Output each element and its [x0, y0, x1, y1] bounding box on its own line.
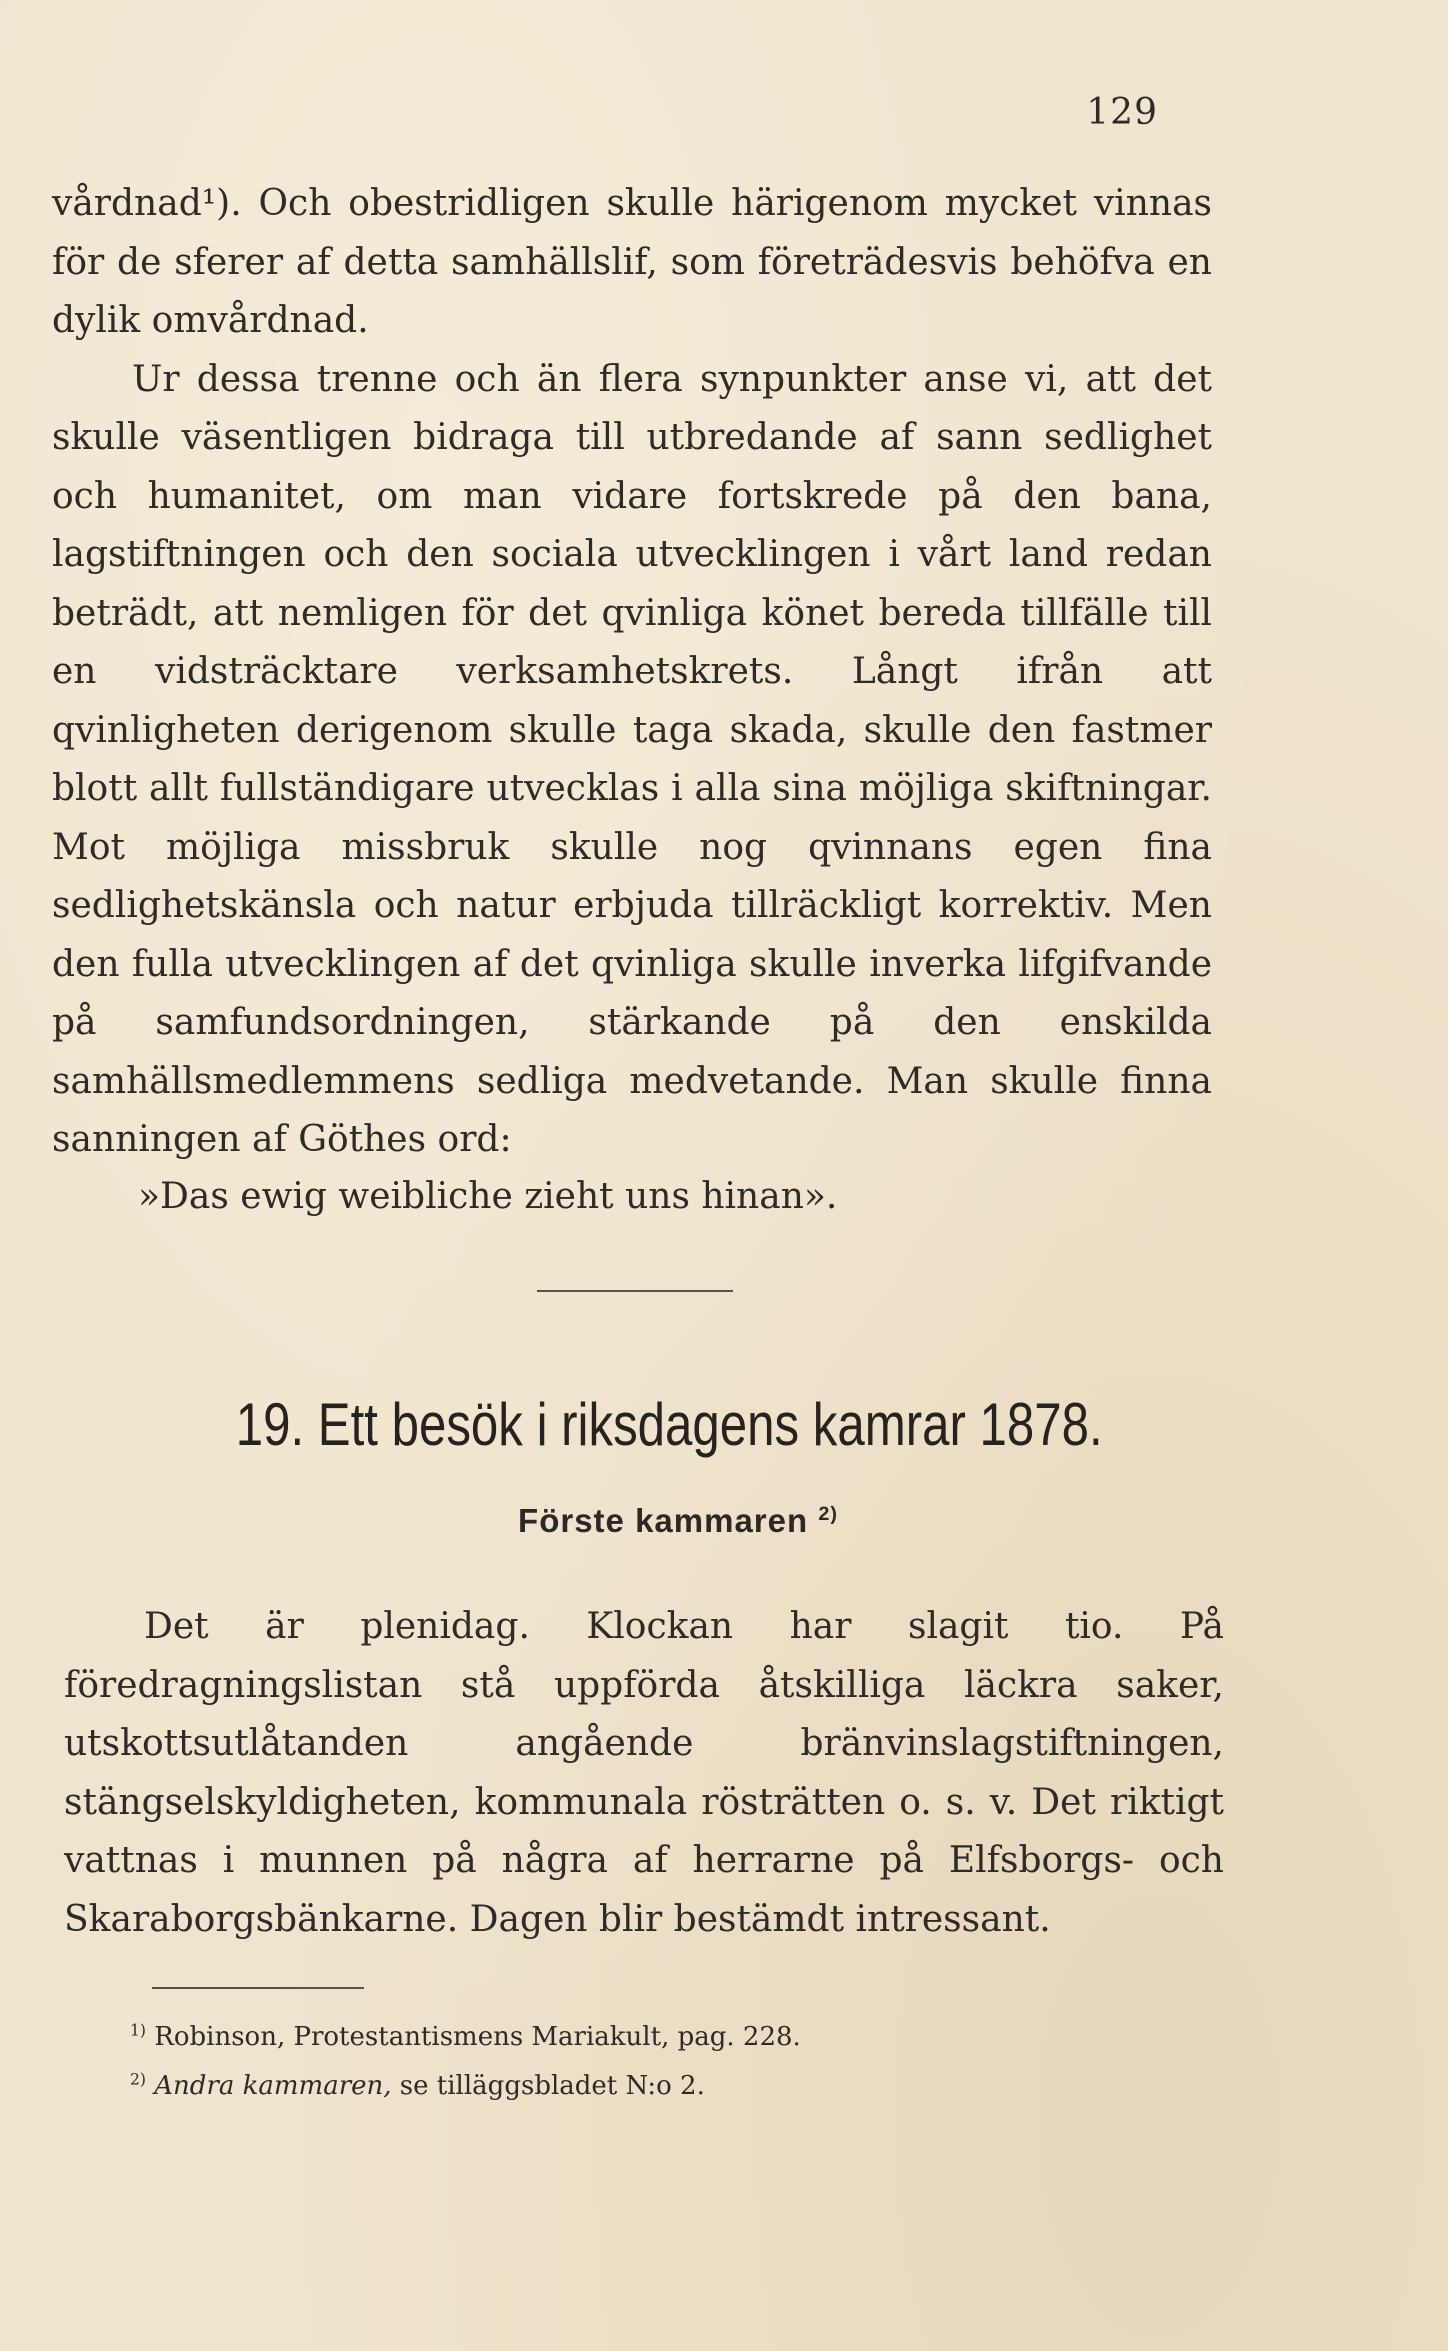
- section-divider: [537, 1290, 733, 1292]
- subheading-text: Förste kammaren: [518, 1502, 809, 1539]
- footnote-divider: [152, 1987, 364, 1989]
- footnote-1-text: Robinson, Protestantismens Mariakult, pag. 228.: [154, 2022, 801, 2052]
- footnote-1-mark: 1): [130, 2021, 147, 2040]
- footnote-2: [130, 2069, 705, 2103]
- footnote-2-italic: Andra kammaren,: [154, 2071, 392, 2101]
- paragraph-b: Ur dessa trenne och än flera synpunkter anse vi, att det skulle väsentligen bidraga till utbredande af sann sedlighet och humanitet, om man vidare fortskrede på den bana, lagstiftningen och den sociala utvecklingen i vårt land redan beträdt, att nemligen för det qvinliga könet bereda tillfälle till en vidsträcktare verksamhetskrets. Långt ifrån att qvinligheten derigenom skulle taga skada, skulle den fastmer blott allt fullständigare utvecklas i alla sina möjliga skiftningar. Mot möjliga missbruk skulle nog qvinnans egen fina sedlighetskänsla och natur erbjuda tillräckligt korrektiv. Men den fulla utvecklingen af det qvinliga skulle inverka lifgifvande på samfundsordningen, stärkande på den enskilda samhällsmedlemmens sedliga medvetande. Man skulle finna sanningen af Göthes ord:: [52, 358, 1212, 1160]
- paragraph-plenidag: Det är plenidag. Klockan har slagit tio. På föredragningslistan stå uppförda åtskilliga läckra saker, utskottsutlåtanden angående bränvinslagstiftningen, stängselskyldigheten, kommunala rösträtten o. s. v. Det riktigt vattnas i munnen på några af herrarne på Elfsborgs- och Skaraborgsbänkarne. Dagen blir bestämdt intressant.: [64, 1606, 1224, 1940]
- chapter-heading: [121, 1390, 1308, 1459]
- section2-text: [64, 1598, 1224, 1949]
- subheading-note-mark: 2): [818, 1503, 838, 1525]
- footnote-2-mark: 2): [130, 2070, 147, 2089]
- page-number: 129: [1086, 92, 1158, 133]
- chapter-heading-text: 19. Ett besök i riksdagens kamrar 1878.: [235, 1391, 1103, 1458]
- paragraph-a: vårdnad¹). Och obestridligen skulle härigenom mycket vinnas för de sferer af detta samhällslif, som företrädesvis behöfva en dylik omvårdnad.: [52, 183, 1212, 341]
- footnote-2-text: se tilläggsbladet N:o 2.: [399, 2071, 705, 2101]
- section1-text: [52, 175, 1212, 1170]
- footnote-1: [130, 2020, 801, 2054]
- chapter-subheading: [0, 1502, 1448, 1540]
- goethe-quote: »Das ewig weibliche zieht uns hinan».: [138, 1176, 838, 1217]
